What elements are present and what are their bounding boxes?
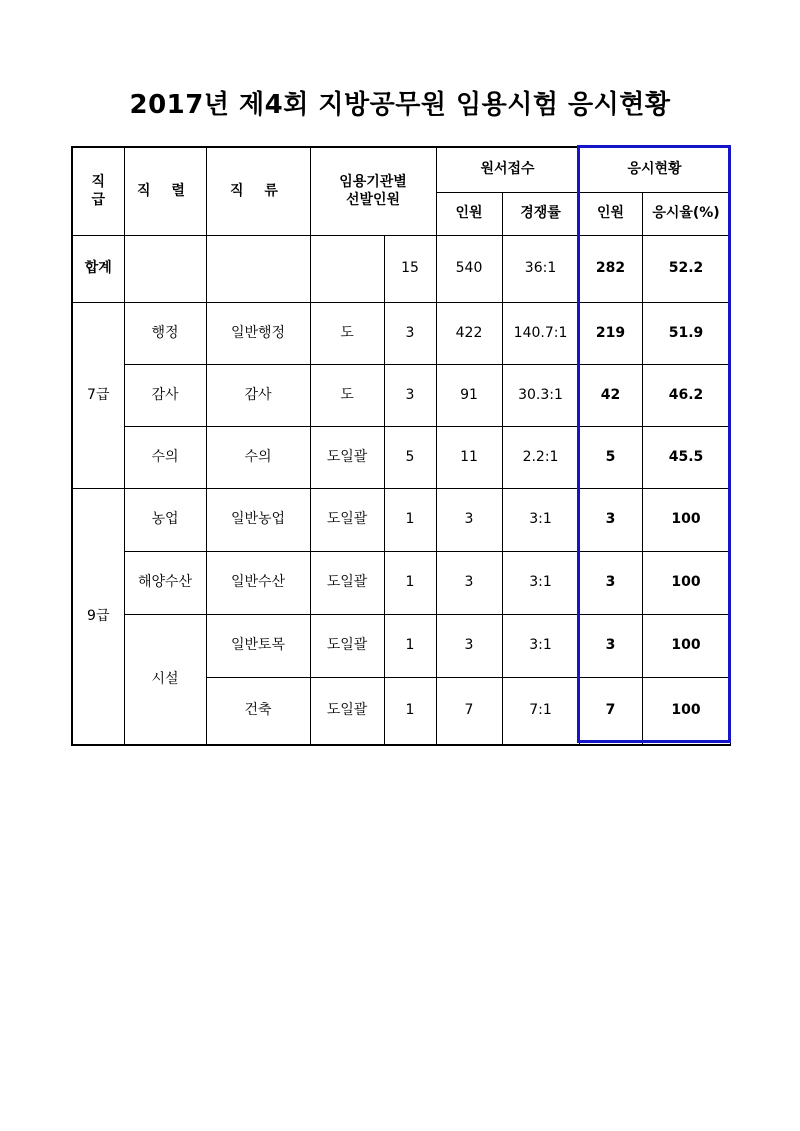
cell-category: 건축 (206, 678, 310, 746)
header-app-count: 인원 (436, 193, 502, 236)
cell-competition: 140.7:1 (502, 303, 579, 365)
grade-7: 7급 (72, 303, 124, 489)
total-empty-cell (124, 236, 206, 303)
cell-examinees: 3 (579, 552, 642, 615)
table-row (72, 303, 730, 365)
table-row (72, 615, 730, 678)
cell-applicants: 3 (436, 615, 502, 678)
cell-examinees: 7 (579, 678, 642, 746)
cell-applicants: 11 (436, 427, 502, 489)
cell-rate: 100 (642, 489, 730, 552)
header-category: 직 류 (206, 147, 310, 236)
cell-competition: 3:1 (502, 489, 579, 552)
header-selection: 임용기관별 선발인원 (310, 147, 436, 236)
grade-9: 9급 (72, 489, 124, 746)
cell-selection: 3 (384, 365, 436, 427)
cell-selection: 5 (384, 427, 436, 489)
header-exam-rate: 응시율(%) (642, 193, 730, 236)
total-empty-cell (206, 236, 310, 303)
cell-selection: 1 (384, 489, 436, 552)
total-label: 합계 (72, 236, 124, 303)
cell-applicants: 91 (436, 365, 502, 427)
cell-examinees: 219 (579, 303, 642, 365)
page-title: 2017년 제4회 지방공무원 임용시험 응시현황 (129, 90, 671, 120)
cell-agency: 도일괄 (310, 552, 384, 615)
cell-examinees: 5 (579, 427, 642, 489)
cell-agency: 도일괄 (310, 615, 384, 678)
cell-rate: 46.2 (642, 365, 730, 427)
cell-competition: 3:1 (502, 615, 579, 678)
table-row (72, 427, 730, 489)
cell-examinees: 3 (579, 615, 642, 678)
cell-selection: 3 (384, 303, 436, 365)
cell-rate: 100 (642, 615, 730, 678)
cell-agency: 도일괄 (310, 427, 384, 489)
cell-examinees: 42 (579, 365, 642, 427)
cell-applicants: 3 (436, 489, 502, 552)
cell-category: 일반행정 (206, 303, 310, 365)
cell-rate: 100 (642, 552, 730, 615)
cell-agency: 도일괄 (310, 489, 384, 552)
cell-competition: 7:1 (502, 678, 579, 746)
cell-examinees: 3 (579, 489, 642, 552)
cell-series: 감사 (124, 365, 206, 427)
header-application: 원서접수 (436, 147, 579, 193)
cell-applicants: 3 (436, 552, 502, 615)
cell-selection: 1 (384, 678, 436, 746)
header-competition: 경쟁률 (502, 193, 579, 236)
cell-selection: 1 (384, 615, 436, 678)
total-empty-cell (310, 236, 384, 303)
total-competition: 36:1 (502, 236, 579, 303)
total-applicants: 540 (436, 236, 502, 303)
cell-category: 수의 (206, 427, 310, 489)
cell-rate: 100 (642, 678, 730, 746)
cell-series: 시설 (124, 615, 206, 746)
cell-rate: 45.5 (642, 427, 730, 489)
cell-agency: 도일괄 (310, 678, 384, 746)
cell-category: 일반토목 (206, 615, 310, 678)
cell-agency: 도 (310, 365, 384, 427)
header-series: 직 렬 (124, 147, 206, 236)
cell-series: 행정 (124, 303, 206, 365)
cell-competition: 3:1 (502, 552, 579, 615)
cell-rate: 51.9 (642, 303, 730, 365)
total-rate: 52.2 (642, 236, 730, 303)
table-row-total (72, 236, 730, 303)
cell-category: 일반수산 (206, 552, 310, 615)
header-exam-count: 인원 (579, 193, 642, 236)
cell-category: 일반농업 (206, 489, 310, 552)
table-row (72, 552, 730, 615)
header-grade: 직 급 (72, 147, 124, 236)
cell-category: 감사 (206, 365, 310, 427)
total-selection: 15 (384, 236, 436, 303)
table-row (72, 365, 730, 427)
header-exam-status: 응시현황 (579, 147, 730, 193)
cell-series: 농업 (124, 489, 206, 552)
cell-applicants: 422 (436, 303, 502, 365)
cell-agency: 도 (310, 303, 384, 365)
cell-selection: 1 (384, 552, 436, 615)
total-examinees: 282 (579, 236, 642, 303)
cell-competition: 30.3:1 (502, 365, 579, 427)
cell-series: 해양수산 (124, 552, 206, 615)
table-row (72, 489, 730, 552)
cell-applicants: 7 (436, 678, 502, 746)
cell-series: 수의 (124, 427, 206, 489)
cell-competition: 2.2:1 (502, 427, 579, 489)
exam-status-table (71, 146, 731, 746)
